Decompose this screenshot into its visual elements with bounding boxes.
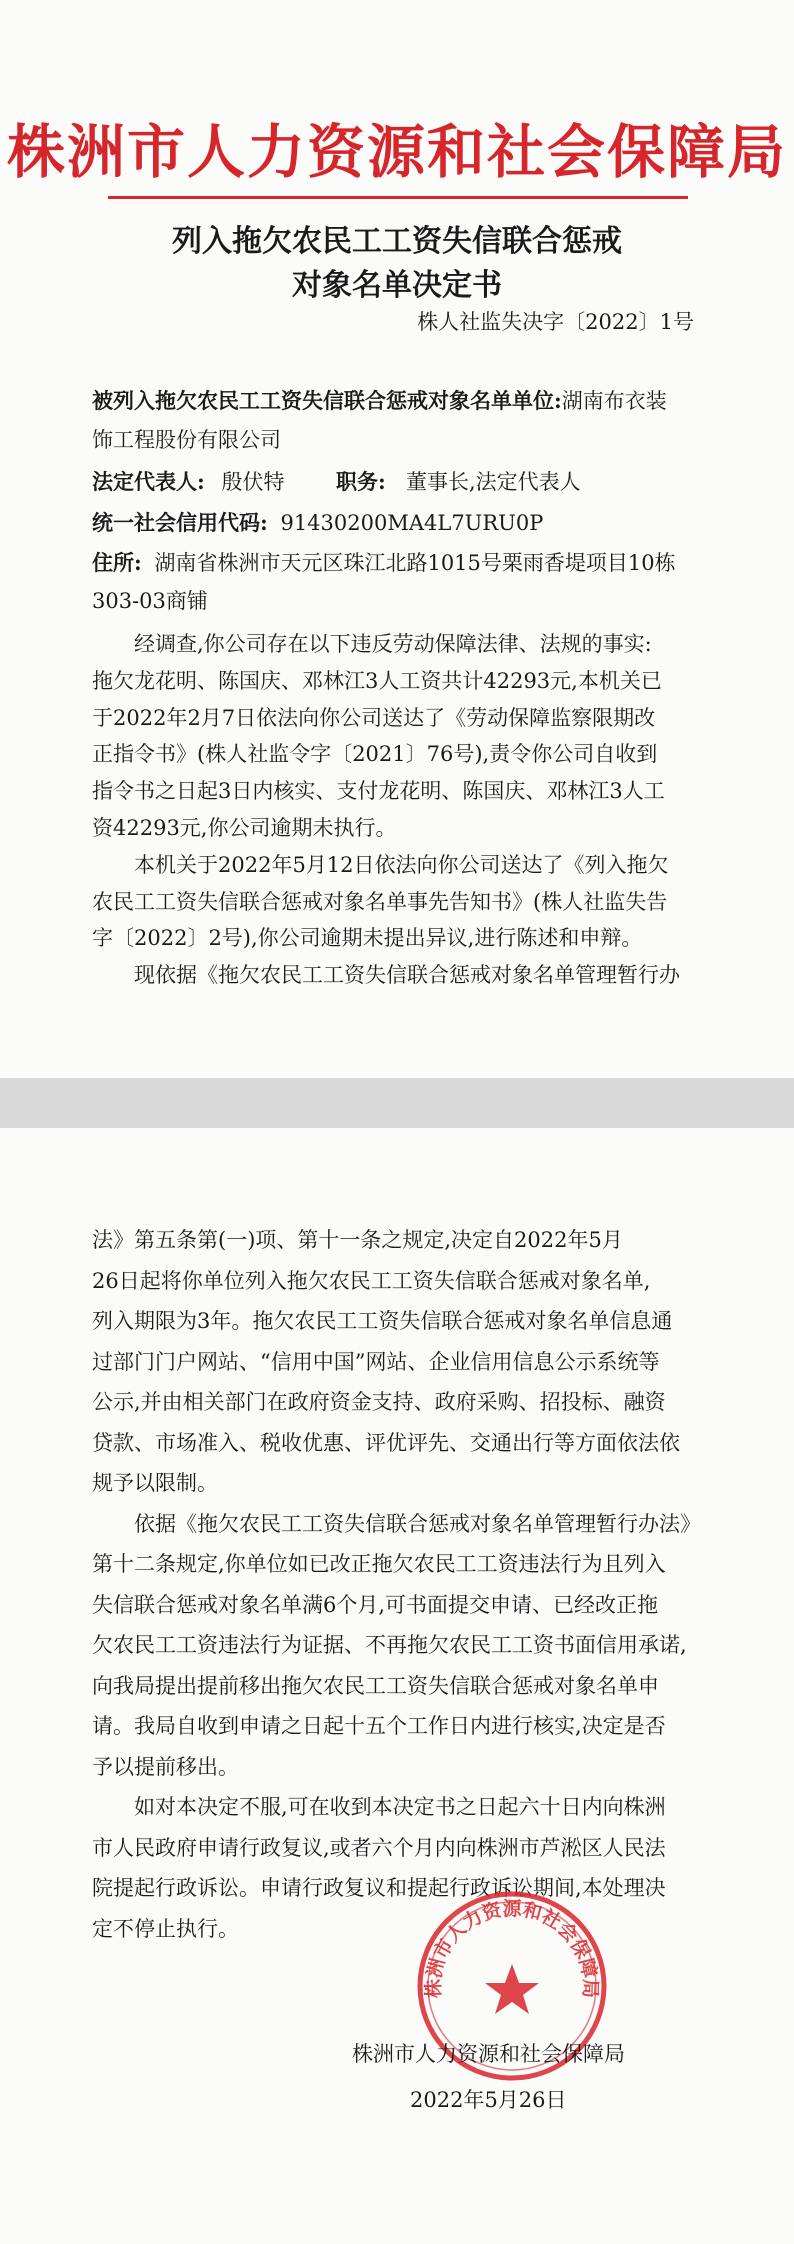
paragraph-line: 经调查,你公司存在以下违反劳动保障法律、法规的事实: bbox=[134, 632, 652, 656]
credit-code-row bbox=[92, 508, 702, 538]
paragraph-line: 26日起将你单位列入拖欠农民工工资失信联合惩戒对象名单, bbox=[92, 1268, 651, 1293]
document-title-line2: 对象名单决定书 bbox=[292, 268, 502, 303]
red-divider bbox=[108, 196, 688, 199]
document-title-line1: 列入拖欠农民工工资失信联合惩戒 bbox=[172, 224, 622, 259]
signature-date: 2022年5月26日 bbox=[410, 2088, 567, 2112]
paragraph-line: 如对本决定不服,可在收到本决定书之日起六十日内向株洲 bbox=[134, 1795, 666, 1819]
paragraph-line: 正指令书》(株人社监令字〔2021〕76号),责令你公司自收到 bbox=[92, 742, 658, 767]
address-label: 住所: bbox=[92, 550, 142, 575]
paragraph-line: 字〔2022〕2号),你公司逾期未提出异议,进行陈述和申辩。 bbox=[92, 926, 643, 951]
unit-value-part1: 湖南布衣装 bbox=[561, 389, 667, 413]
position-value: 董事长,法定代表人 bbox=[406, 470, 581, 494]
seal-text: 株洲市人力资源和社会保障局 bbox=[422, 1898, 602, 1999]
legal-rep-value: 殷伏特 bbox=[221, 470, 285, 494]
credit-code-label: 统一社会信用代码: bbox=[92, 510, 268, 535]
legal-rep-row bbox=[92, 467, 702, 497]
legal-rep-label: 法定代表人: bbox=[92, 469, 205, 494]
paragraph-line: 过部门门户网站、“信用中国”网站、企业信用信息公示系统等 bbox=[92, 1349, 660, 1374]
document-page-1 bbox=[0, 0, 794, 1078]
document-number: 株人社监失决字〔2022〕1号 bbox=[417, 310, 694, 334]
decision-section bbox=[92, 1220, 712, 1949]
paragraph-line: 贷款、市场准入、税收优惠、评优评先、交通出行等方面依法依 bbox=[92, 1430, 680, 1455]
paragraph-line: 第十二条规定,你单位如已改正拖欠农民工工资违法行为且列入 bbox=[92, 1552, 666, 1576]
facts-section bbox=[92, 626, 712, 994]
paragraph-line: 于2022年2月7日依法向你公司送达了《劳动保障监察限期改 bbox=[92, 705, 656, 730]
paragraph-line: 向我局提出提前移出拖欠农民工工资失信联合惩戒对象名单申 bbox=[92, 1673, 659, 1698]
paragraph-line: 公示,并由相关部门在政府资金支持、政府采购、招投标、融资 bbox=[92, 1390, 666, 1414]
paragraph-line: 依据《拖欠农民工工资失信联合惩戒对象名单管理暂行办法》 bbox=[134, 1511, 701, 1536]
paragraph-line: 本机关于2022年5月12日依法向你公司送达了《列入拖欠 bbox=[134, 852, 669, 877]
paragraph-line: 请。我局自收到申请之日起十五个工作日内进行核实,决定是否 bbox=[92, 1714, 666, 1738]
paragraph-line: 现依据《拖欠农民工工资失信联合惩戒对象名单管理暂行办 bbox=[134, 963, 680, 988]
paragraph-line: 拖欠龙花明、陈国庆、邓林江3人工资共计42293元,本机关已 bbox=[92, 668, 662, 693]
paragraph-line: 法》第五条第(一)项、第十一条之规定,决定自2022年5月 bbox=[92, 1228, 623, 1252]
address-value-part1: 湖南省株洲市天元区珠江北路1015号栗雨香堤项目10栋 bbox=[154, 551, 676, 575]
unit-value-part2: 饰工程股份有限公司 bbox=[92, 428, 281, 452]
document-page-2 bbox=[0, 1128, 794, 2244]
address-row bbox=[92, 548, 702, 578]
paragraph-line: 市人民政府申请行政复议,或者六个月内向株洲市芦淞区人民法 bbox=[92, 1835, 666, 1860]
signature-agency: 株洲市人力资源和社会保障局 bbox=[352, 2042, 625, 2066]
paragraph-line: 列入期限为3年。拖欠农民工工资失信联合惩戒对象名单信息通 bbox=[92, 1309, 673, 1333]
unit-row bbox=[92, 386, 702, 416]
paragraph-line: 院提起行政诉讼。申请行政复议和提起行政诉讼期间,本处理决 bbox=[92, 1876, 666, 1900]
paragraph-line: 指令书之日起3日内核实、支付龙花明、陈国庆、邓林江3人工 bbox=[92, 779, 665, 804]
credit-code-value: 91430200MA4L7URU0P bbox=[280, 511, 544, 535]
paragraph-line: 失信联合惩戒对象名单满6个月,可书面提交申请、已经改正拖 bbox=[92, 1592, 659, 1617]
paragraph-line: 予以提前移出。 bbox=[92, 1754, 239, 1779]
paragraph-line: 欠农民工工资违法行为证据、不再拖欠农民工工资书面信用承诺, bbox=[92, 1633, 687, 1657]
paragraph-line: 定不停止执行。 bbox=[92, 1916, 239, 1941]
address-value-part2: 303-03商铺 bbox=[92, 589, 208, 613]
agency-red-header: 株洲市人力资源和社会保障局 bbox=[6, 118, 787, 186]
paragraph-line: 规予以限制。 bbox=[92, 1471, 218, 1495]
paragraph-line: 农民工工资失信联合惩戒对象名单事先告知书》(株人社监失告 bbox=[92, 889, 668, 914]
unit-label: 被列入拖欠农民工工资失信联合惩戒对象名单单位: bbox=[92, 388, 562, 413]
paragraph-line: 资42293元,你公司逾期未执行。 bbox=[92, 815, 397, 840]
position-label: 职务: bbox=[336, 469, 386, 494]
